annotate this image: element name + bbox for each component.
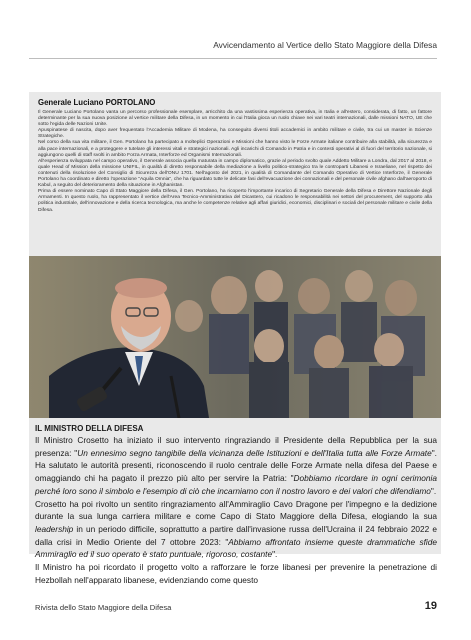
biography-title: Generale Luciano PORTOLANO <box>38 98 156 107</box>
footer-publication: Rivista dello Stato Maggiore della Difesa <box>35 603 172 612</box>
biography-paragraph: Il Generale Luciano Portolano vanta un percorso professionale esemplare, arricchito da una vastissima esperienza operativa, in Italia e all'estero, considerata, di fatto, un fattore determinante per la sua nuova posizione al vertice militare della Difesa, in un momento in cui l'Italia gioca un ruolo chiave nei vari teatri internazionali, dalle missioni NATO, UE che sotto l'egida delle Nazioni Unite. <box>38 110 432 128</box>
article-paragraph: Crosetto ha poi rivolto un sentito ringraziamento all'Ammiraglio Cavo Dragone per l'impegno e la dedizione durante la sua lunga carriera militare e come Capo di Stato Maggiore della Difesa, elogiando la sua leadership in un periodo difficile, soprattutto a partire dall'invasione russa dell'Ucraina il 24 febbraio 2022 e dalla crisi in Medio Oriente del 7 ottobre 2023: "Abbiamo affrontato insieme queste drammatiche sfide Ammiraglio ed il suo operato è stato puntuale, rigoroso, costante". <box>35 498 437 560</box>
page-number: 19 <box>424 600 437 612</box>
biography-text <box>38 110 432 214</box>
header-rule <box>29 58 437 59</box>
running-header: Avvicendamento al Vertice dello Stato Maggiore della Difesa <box>213 40 437 50</box>
biography-paragraph: Nel corso della sua vita militare, il Gen. Portolano ha partecipato a molteplici Operazioni e Missioni che hanno visto le Forze Armate italiane contribuire alla stabilità, alla sicurezza e alla pace internazionali, e a proteggere e tutelare gli interessi vitali e strategici nazionali. Agli incarichi di Comando in Patria e in contesti operativi al di fuori del territorio nazionale, si aggiungono quelli di staff svolti in ambito Forza Armata, Interforze ed Organismi Internazionali. <box>38 140 432 158</box>
section-title: IL MINISTRO DELLA DIFESA <box>35 424 144 433</box>
biography-paragraph: Apuspinatese di nascita, dopo aver frequentato l'Accademia Militare di Modena, ha conseguito diversi titoli accademici in ambito militare e civile, tra cui un master in Scienze Strategiche. <box>38 128 432 140</box>
article-body <box>35 434 437 586</box>
article-paragraph: Il Ministro ha poi ricordato il progetto volto a rafforzare le forze libanesi per prevenire la penetrazione di Hezbollah nell'apparato libanese, evidenziando come questo <box>35 562 437 585</box>
biography-paragraph: Prima di essere nominato Capo di Stato Maggiore della Difesa, il Gen. Portolano, ha ricoperto l'importante incarico di Segretario Generale della Difesa e Direttore Nazionale degli Armamenti. In questo ruolo, ha rappresentato il vertice dell'Area Tecnico-Amministrativa del Dicastero, cui ricadono le responsabilità nei settori del procurement, del supporto alla politica industriale, dell'innovazione e della ricerca tecnologica, ma anche le competenze relative agli affari giuridici, economici, disciplinari e sociali del personale militare e civile della Difesa. <box>38 189 432 213</box>
biography-paragraph: All'esperienza sviluppata nel campo operativo, il Generale associa quella maturata in campo diplomatico, grazie al periodo svolto quale Addetto Militare a Londra, dal 2017 al 2018, e quale Head of Mission della missione UNIFIL, in qualità di diretto responsabile della mediazione a livello politico-strategico tra le controparti Libanesi e Israeliane, nel rispetto dei contenuti della risoluzione del Consiglio di Sicurezza dell'ONU 1701. Nell'agosto del 2021, in qualità di Comandante del Comando Operativo di Vertice Interforze, il Generale Portolano ha coordinato e diretto l'operazione "Aquila Omnia", che ha riguardato tutte le delicate fasi dell'evacuazione dei connazionali e del personale civile afghano dall'aeroporto di Kabul, a seguito del deterioramento della situazione in Afghanistan. <box>38 158 432 189</box>
speaker-photo <box>29 256 441 418</box>
article-paragraph: Il Ministro Crosetto ha iniziato il suo intervento ringraziando il Presidente della Repubblica per la sua presenza: "Un ennesimo segno tangibile della vicinanza delle Istituzioni e dell'Italia tutta alle Forze Armate". Ha salutato le autorità presenti, riconoscendo il ruolo centrale delle Forze Armate nella difesa del Paese e omaggiando chi ha pagato il prezzo più alto per servire la Patria: "Dobbiamo ricordare in ogni cerimonia perché loro sono il simbolo e l'esempio di ciò che incarniamo con il nostro lavoro e dei valori che difendiamo". <box>35 435 437 496</box>
speaker-photo-illustration <box>29 256 441 418</box>
